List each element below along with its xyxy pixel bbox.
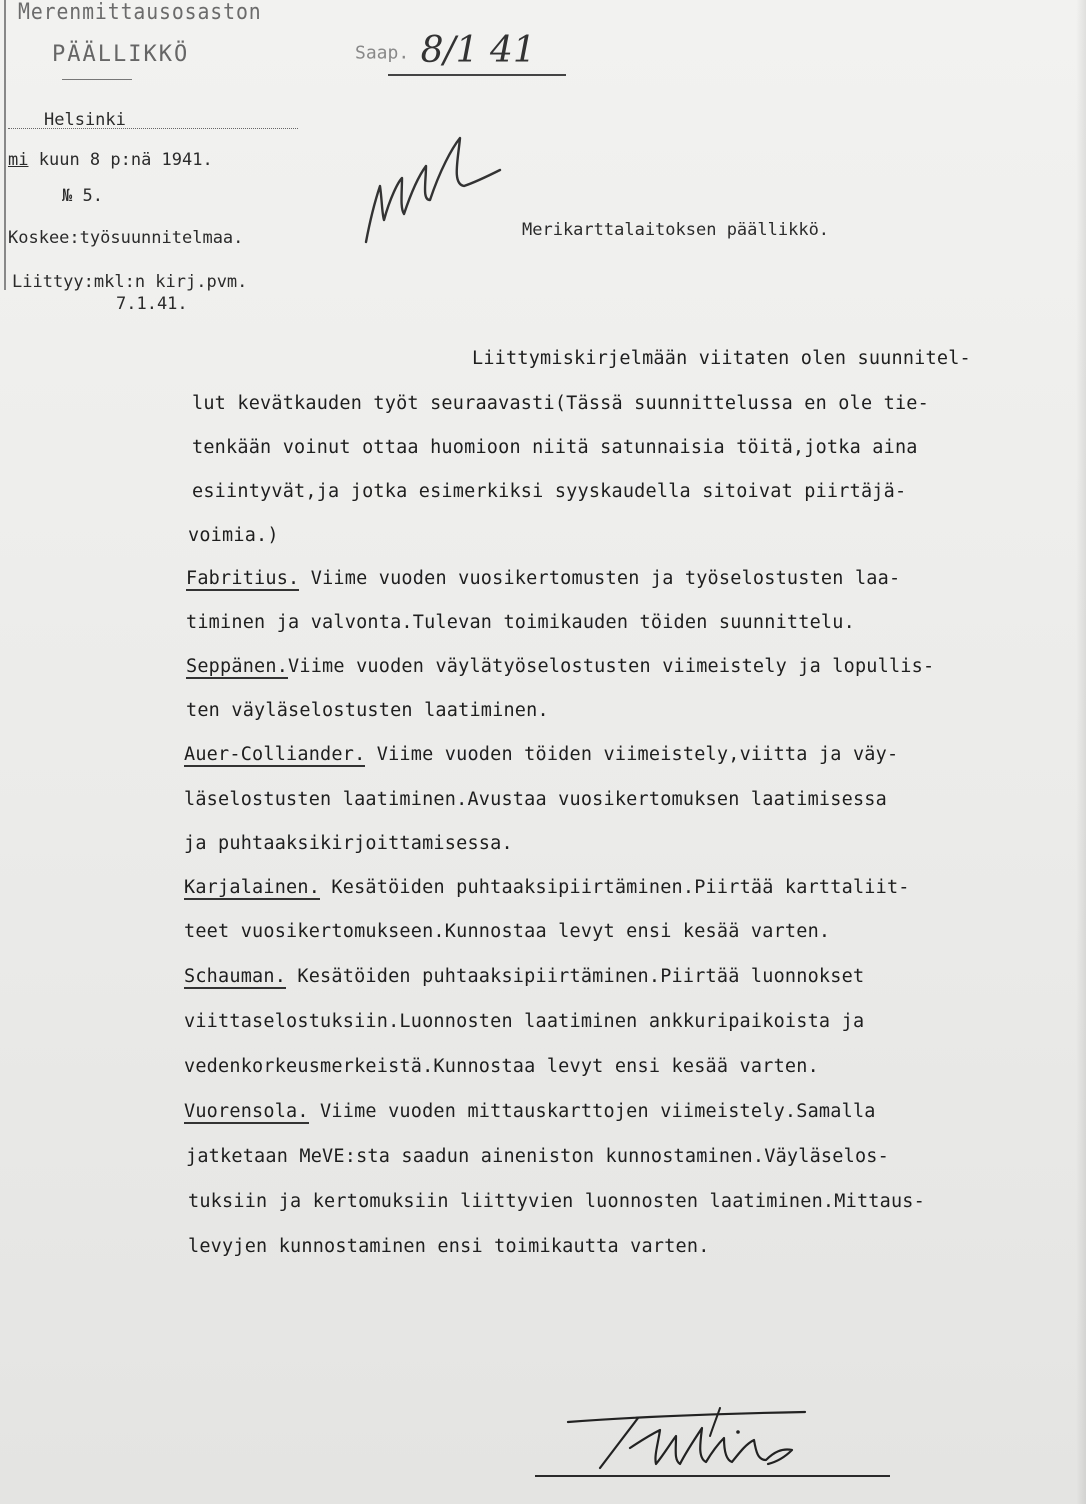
- entry-name: Karjalainen.: [184, 877, 321, 898]
- subject: Koskee:työsuunnitelmaa.: [8, 228, 244, 248]
- signature-line: [535, 1475, 890, 1477]
- stamp-title: PÄÄLLIKKÖ: [52, 42, 190, 67]
- reference: Liittyy:mkl:n kirj.pvm.: [12, 272, 248, 292]
- entry-line: ten väyläselostusten laatiminen.: [186, 700, 549, 721]
- entry-name: Fabritius.: [186, 568, 300, 589]
- entry-line: viittaselostuksiin.Luonnosten laatiminen ankkuripaikoista ja: [184, 1011, 865, 1032]
- entry-text: Viime vuoden väylätyöselostusten viimeistely ja lopullis-: [288, 656, 935, 677]
- entry-text: Viime vuoden mittauskarttojen viimeistely.Samalla: [308, 1101, 876, 1122]
- entry-line: ja puhtaaksikirjoittamisessa.: [184, 833, 513, 854]
- entry-schauman: [184, 966, 864, 987]
- reference-date: 7.1.41.: [116, 294, 188, 314]
- stamp-border: [4, 0, 6, 290]
- entry-line: läselostusten laatiminen.Avustaa vuosikertomuksen laatimisessa: [184, 789, 887, 810]
- intro-line: Liittymiskirjelmään viitaten olen suunnitel-: [472, 348, 971, 369]
- received-date-underline: [388, 74, 566, 76]
- intro-line: lut kevätkauden työt seuraavasti(Tässä suunnittelussa en ole tie-: [192, 393, 929, 414]
- intro-line: esiintyvät,ja jotka esimerkiksi syyskaudella sitoivat piirtäjä-: [192, 481, 907, 502]
- page-edge-shadow: [1076, 0, 1086, 1504]
- entry-fabritius: [186, 568, 900, 589]
- letter-date-prefix: mi: [8, 150, 29, 170]
- recipient: Merikarttalaitoksen päällikkö.: [522, 220, 830, 240]
- entry-auer-colliander: [184, 744, 898, 765]
- entry-name: Seppänen.: [186, 656, 289, 677]
- entry-line: levyjen kunnostaminen ensi toimikautta varten.: [188, 1236, 710, 1257]
- received-prefix: Saap.: [355, 42, 410, 64]
- letter-date-line: kuun 8 p:nä 1941.: [38, 150, 213, 170]
- entry-seppanen: [186, 656, 934, 677]
- intro-line: tenkään voinut ottaa huomioon niitä satunnaisia töitä,jotka aina: [192, 437, 918, 458]
- entry-line: jatketaan MeVE:sta saadun aineniston kunnostaminen.Väyläselos-: [186, 1146, 889, 1167]
- received-date-text: 8/1 41: [420, 30, 536, 71]
- entry-text: Kesätöiden puhtaaksipiirtäminen.Piirtää karttaliit-: [320, 877, 910, 898]
- intro-line: voimia.): [188, 525, 279, 546]
- letter-number: № 5.: [62, 186, 103, 206]
- city: Helsinki: [44, 110, 126, 130]
- entry-vuorensola: [184, 1101, 876, 1122]
- letter-date: [8, 150, 213, 170]
- entry-text: Viime vuoden töiden viimeistely,viitta ja väy-: [365, 744, 899, 765]
- handwritten-initials: [360, 130, 510, 254]
- city-rule: [8, 128, 298, 129]
- stamp-rule: [62, 79, 132, 80]
- entry-line: vedenkorkeusmerkeistä.Kunnostaa levyt ensi kesää varten.: [184, 1056, 819, 1077]
- entry-name: Schauman.: [184, 966, 287, 987]
- entry-name: Auer-Colliander.: [184, 744, 366, 765]
- entry-name: Vuorensola.: [184, 1101, 309, 1122]
- received-date: [355, 30, 536, 71]
- entry-text: Viime vuoden vuosikertomusten ja työselostusten laa-: [299, 568, 901, 589]
- entry-karjalainen: [184, 877, 910, 898]
- entry-text: Kesätöiden puhtaaksipiirtäminen.Piirtää luonnokset: [286, 966, 865, 987]
- handwritten-signature: [560, 1400, 830, 1484]
- entry-line: teet vuosikertomukseen.Kunnostaa levyt ensi kesää varten.: [184, 921, 831, 942]
- stamp-office: Merenmittausosaston: [18, 0, 262, 25]
- entry-line: tuksiin ja kertomuksiin liittyvien luonnosten laatiminen.Mittaus-: [188, 1191, 925, 1212]
- entry-line: timinen ja valvonta.Tulevan toimikauden töiden suunnittelu.: [186, 612, 855, 633]
